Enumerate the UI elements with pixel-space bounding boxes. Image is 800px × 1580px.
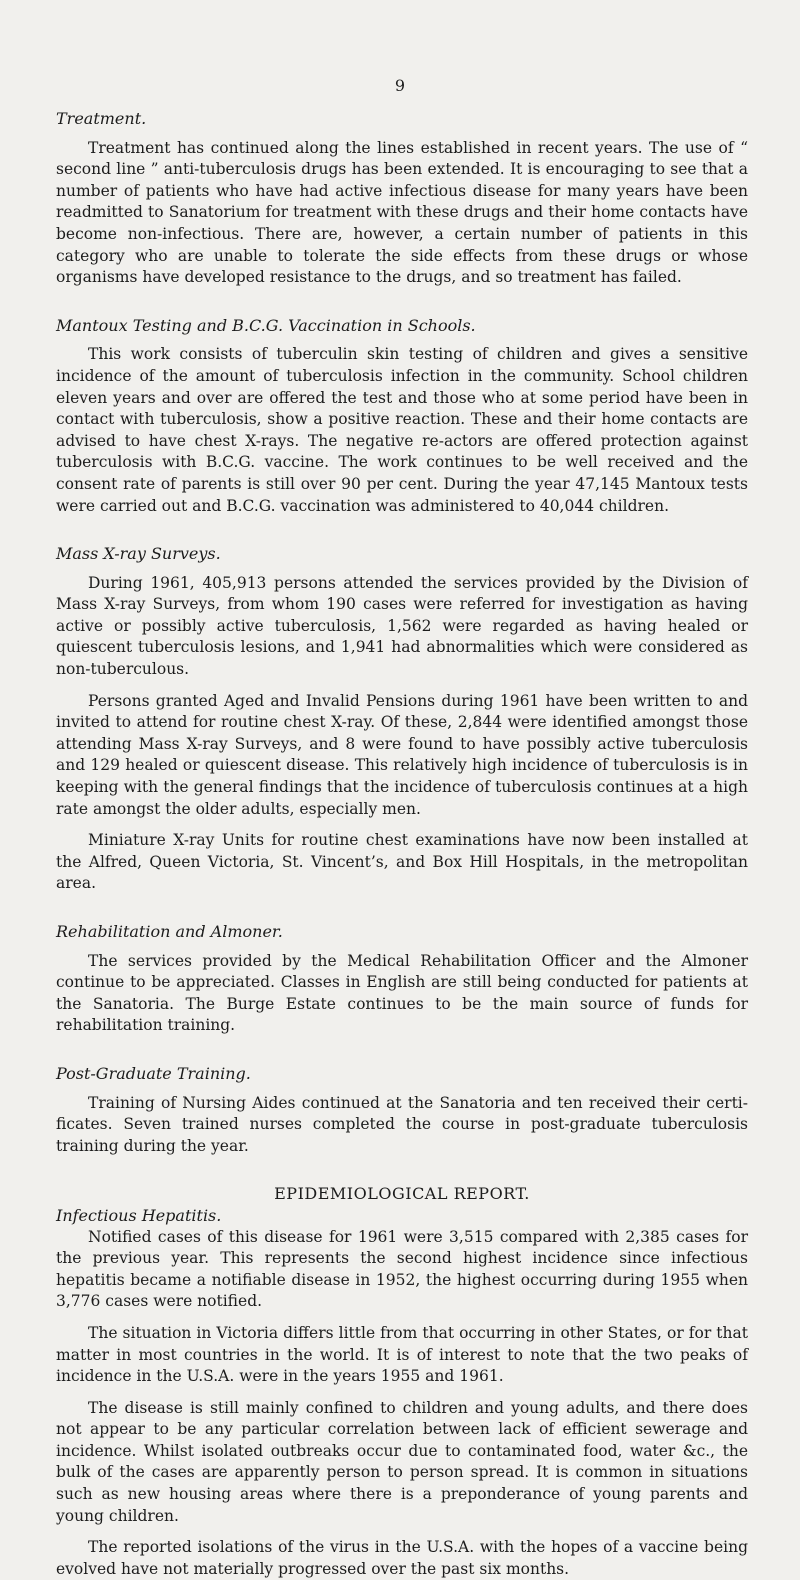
paragraph-hepatitis-3: The disease is still mainly confined to children and young adults, and there does not appear to be any particular correlation between lack of efficient sewerage and incidence. Whilst isolated outbreaks occur due to contaminated food, water &c., the bulk of the cases are apparently person to person spread. It is common in situations such as new housing areas where there is a preponderance of young parents and young children. <box>56 1398 748 1525</box>
paragraph-hepatitis-4: The reported isolations of the virus in the U.S.A. with the hopes of a vaccine being evolved have not materially progressed over the past six months. <box>56 1538 748 1578</box>
heading-post-graduate: Post-Graduate Training. <box>56 1063 251 1083</box>
paragraph-hepatitis-2: The situation in Victoria differs little from that occurring in other States, or for that matter in most countries in the world. It is of interest to note that the two peaks of incidence in the U.S.A. were in the years 1955 and 1961. <box>56 1323 748 1386</box>
heading-mass-xray: Mass X-ray Surveys. <box>56 544 221 564</box>
epidemiological-report-title: EPIDEMIOLOGICAL REPORT. <box>274 1184 530 1204</box>
document-body <box>56 78 748 1580</box>
paragraph-hepatitis-1: Notified cases of this disease for 1961 were 3,515 compared with 2,385 cases for the previous year. This represents the second highest incidence since infectious hepatitis became a notifiable disease in 1952, the highest occurring during 1955 when 3,776 cases were notified. <box>56 1227 748 1311</box>
heading-rehabilitation: Rehabilitation and Almoner. <box>56 922 283 941</box>
heading-mantoux: Mantoux Testing and B.C.G. Vaccination in Schools. <box>56 315 476 335</box>
heading-infectious-hepatitis: Infectious Hepatitis. <box>56 1205 222 1225</box>
paragraph-mass-xray-2: Persons granted Aged and Invalid Pensions during 1961 have been written to and invited to attend for routine chest X-ray. Of these, 2,844 were identified amongst those attending Mass X-ray Surveys, and 8 were found to have possibly active tuberculosis and 129 healed or quiescent disease. This relatively high incidence of tuberculosis is in keeping with the general findings that the incidence of tuberculosis continues at a high rate amongst the older adults, especially men. <box>56 691 748 818</box>
page-number: 9 <box>394 76 406 95</box>
heading-treatment: Treatment. <box>56 109 147 128</box>
paragraph-treatment-1: Treatment has continued along the lines established in recent years. The use of “ second line ” anti-tuberculosis drugs has been extended. It is encouraging to see that a number of patients who have had active infectious disease for many years have been readmitted to Sanatorium for treatment with these drugs and their home contacts have become non-infectious. There are, however, a certain number of patients in this category who are unable to tolerate the side effects from these drugs or whose organisms have developed resistance to the drugs, and so treatment has failed. <box>56 138 748 287</box>
paragraph-mass-xray-1: During 1961, 405,913 persons attended the services provided by the Division of Mass X-ray Surveys, from whom 190 cases were referred for investigation as having active or possibly active tuberculosis, 1,562 were regarded as having healed or quiescent tuberculosis lesions, and 1,941 had abnormalities which were considered as non-tuberculous. <box>56 573 748 679</box>
paragraph-post-graduate-1: Training of Nursing Aides continued at the Sanatoria and ten received their certi- ficates. Seven trained nurses completed the course in post-graduate tuberculosis training during the year. <box>56 1093 748 1155</box>
paragraph-mass-xray-3: Miniature X-ray Units for routine chest examinations have now been installed at the Alfred, Queen Victoria, St. Vincent’s, and Box Hill Hospitals, in the metropolitan area. <box>56 831 748 893</box>
paragraph-rehabilitation-1: The services provided by the Medical Rehabilitation Officer and the Almoner continue to be appreciated. Classes in English are still being conducted for patients at the Sanatoria. The Burge Estate continues to be the main source of funds for rehabilitation training. <box>56 951 748 1035</box>
paragraph-mantoux-1: This work consists of tuberculin skin testing of children and gives a sensitive incidence of the amount of tuberculosis infection in the community. School children eleven years and over are offered the test and those who at some period have been in contact with tuberculosis, show a positive reaction. These and their home contacts are advised to have chest X-rays. The negative re-actors are offered protection against tuberculosis with B.C.G. vaccine. The work continues to be well received and the consent rate of parents is still over 90 per cent. During the year 47,145 Mantoux tests were carried out and B.C.G. vaccination was administered to 40,044 children. <box>56 345 748 515</box>
